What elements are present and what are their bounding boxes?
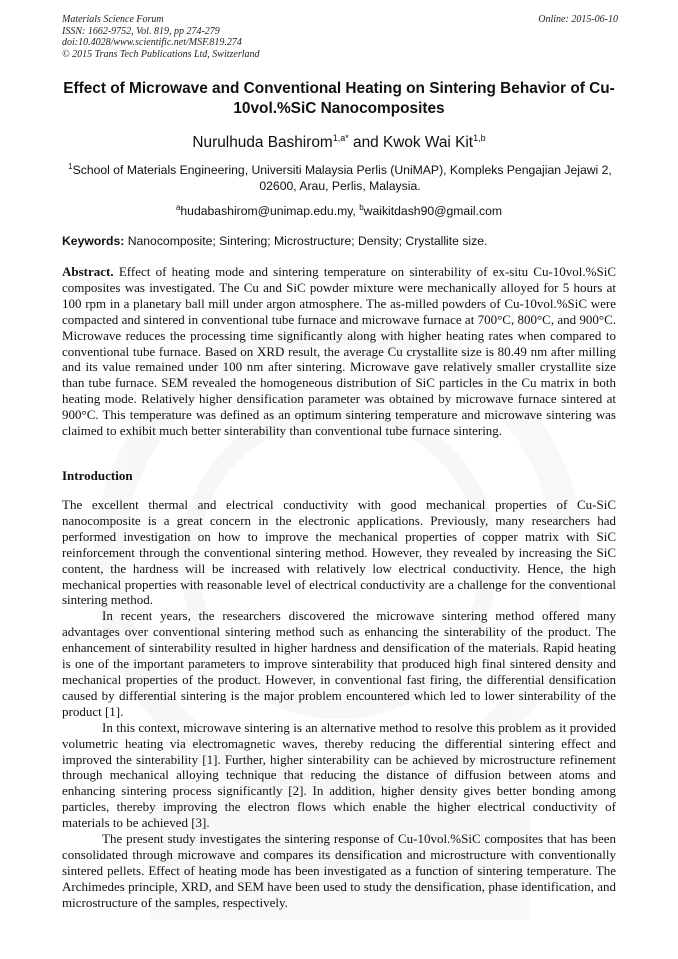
- journal-name: Materials Science Forum: [62, 14, 164, 25]
- issn: ISSN: 1662-9752, Vol. 819, pp 274-279: [62, 25, 220, 37]
- author-1-affil: 1,a*: [332, 133, 349, 143]
- abstract: [62, 264, 616, 439]
- author-1: Nurulhuda Bashirom: [192, 134, 333, 152]
- email-a[interactable]: hudabashirom@unimap.edu.my,: [180, 204, 360, 219]
- author-line: [0, 133, 678, 152]
- introduction-body: [62, 497, 616, 911]
- keywords-text: Nanocomposite; Sintering; Microstructure; Density; Crystallite size.: [124, 234, 488, 248]
- email-b-marker: b: [359, 203, 364, 212]
- affiliation-text: School of Materials Engineering, Universiti Malaysia Perlis (UniMAP), Kompleks Pengajian Jejawi 2, 02600, Arau, Perlis, Malaysia.: [72, 163, 612, 194]
- publication-header: [62, 14, 618, 60]
- abstract-text: Effect of heating mode and sintering temperature on sinterability of ex-situ Cu-10vol.%SiC composites was investigated. The Cu and SiC powder mixture were mechanically alloyed for 5 hours at 100 rpm in a planetary ball mill under argon atmosphere. The as-milled powders of Cu-10vol.%SiC were compacted and sintered in conventional tube furnace and microwave furnace at 700°C, 800°C, and 900°C. Microwave reduces the processing time significantly along with higher heating rates when compared to conventional tube furnace. Based on XRD result, the average Cu crystallite size is 80.49 nm after milling and its value remained under 100 nm after sintering. Microwave gave relatively smaller crystallite size than tube furnace. SEM revealed the homogeneous distribution of SiC particles in the Cu matrix in both heating mode. Relatively higher densification parameter was obtained by microwave furnace sintered at 900°C. This temperature was defined as an optimum sintering temperature and microwave sintering was claimed to exhibit much better sinterability than conventional tube furnace sintering.: [62, 264, 616, 439]
- intro-paragraph-1: The excellent thermal and electrical conductivity with good mechanical properties of Cu-SiC nanocomposite is a great concern in the electronic applications. Previously, many researchers had performed investigation on how to improve the mechanical properties of copper matrix with SiC reinforcement through the conventional sintering method. However, they revealed by increasing the SiC content, the hardness will be increased with relatively low electrical conductivity. Hence, the high mechanical properties with reasonable level of electrical conductivity are a challenge for the conventional sintering method.: [62, 497, 616, 608]
- email-line: [0, 203, 678, 218]
- keywords-label: Keywords:: [62, 234, 125, 248]
- online-date: Online: 2015-06-10: [538, 14, 618, 25]
- author-2: Kwok Wai Kit: [382, 134, 474, 152]
- abstract-label: Abstract.: [62, 264, 114, 279]
- email-b[interactable]: waikitdash90@gmail.com: [363, 204, 503, 219]
- intro-paragraph-2: In recent years, the researchers discovered the microwave sintering method offered many advantages over conventional sintering method such as enhancing the sinterability of the product. The enhancement of sinterability resulted in higher hardness and densification of the materials. Rapid heating is one of the important parameters to improve sinterability that produced high final sintered density and mechanical properties of the product. However, in conventional fast firing, the differential densification caused by differential sintering is the major problem encountered which led to lower sinterability of the product [1].: [62, 608, 616, 719]
- section-heading-introduction: Introduction: [62, 468, 133, 483]
- author-conjunction: and: [348, 134, 383, 152]
- intro-paragraph-3: In this context, microwave sintering is an alternative method to resolve this problem as it provided volumetric heating via electromagnetic waves, thereby reducing the differential sintering effect and improved the sinterability [1]. Further, higher sinterability can be achieved by microstructure refinement through mechanical alloying technique that reducing the distance of diffusion between atoms and enhancing sintering process significantly [2]. In addition, higher density gives better bonding among particles, thereby improving the electron flows which enable the higher electrical conductivity of materials to be achieved [3].: [62, 719, 616, 831]
- doi: doi:10.4028/www.scientific.net/MSF.819.274: [62, 37, 242, 48]
- affiliation-marker: 1: [68, 162, 73, 171]
- copyright: © 2015 Trans Tech Publications Ltd, Switzerland: [62, 48, 260, 60]
- email-a-marker: a: [175, 203, 181, 212]
- paper-title: Effect of Microwave and Conventional Heating on Sintering Behavior of Cu-10vol.%SiC Nanocomposites: [63, 80, 615, 117]
- intro-paragraph-4: The present study investigates the sintering response of Cu-10vol.%SiC composites that has been consolidated through microwave and compares its densification and microstructure with conventionally sintered pellets. Effect of heating mode has been investigated as a function of sintering temperature. The Archimedes principle, XRD, and SEM have been used to study the densification, phase identification, and microstructure of the samples, respectively.: [62, 831, 616, 910]
- affiliation: [62, 159, 618, 194]
- keywords: [62, 234, 618, 248]
- author-2-affil: 1,b: [473, 133, 486, 143]
